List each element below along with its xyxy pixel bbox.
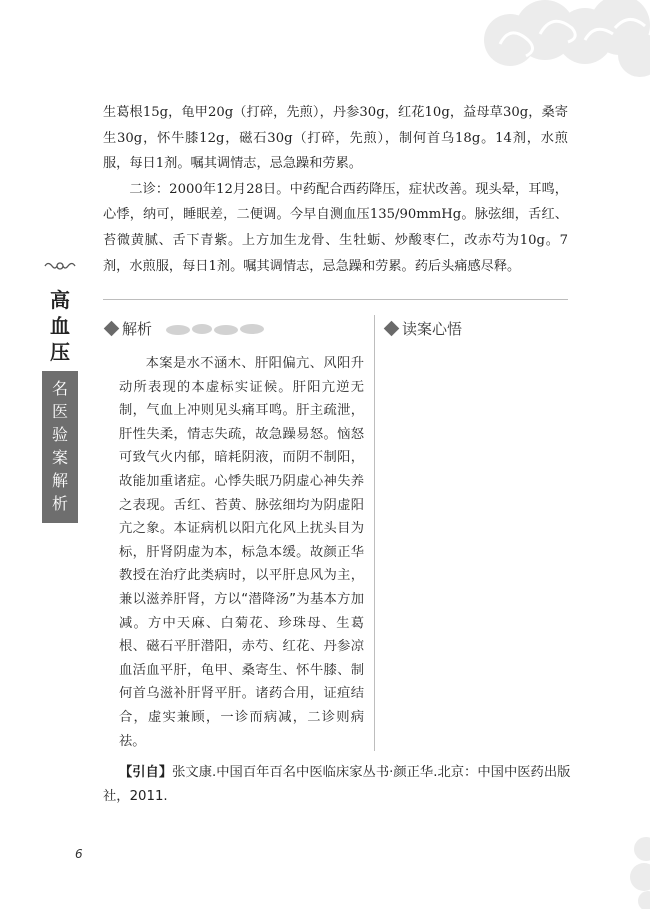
sidebar-subtitle	[42, 371, 78, 523]
citation-text: 张文康.中国百年百名中医临床家丛书·颜正华.北京：中国中医药出版社，2011.	[103, 765, 571, 804]
cloud-decoration-icon	[164, 321, 274, 337]
analysis-body	[119, 352, 364, 753]
decorative-corner-ornament	[622, 819, 650, 909]
reading-notes-heading	[384, 318, 462, 339]
citation	[103, 761, 573, 809]
ornament-icon	[42, 259, 78, 273]
diamond-icon	[384, 321, 400, 337]
analysis-paragraph: 本案是水不涵木、肝阳偏亢、风阳升动所表现的本虚标实证候。肝阳亢逆无制，气血上冲则见头痛耳鸣。肝主疏泄，肝性失柔，情志失疏，故急躁易怒。恼怒可致气火内郁，暗耗阴液，而阴不制阳，故能加重诸症。心悸失眠乃阴虚心神失养之表现。舌红、苔黄、脉弦细均为阴虚阳亢之象。本证病机以阳亢化风上扰头目为标，肝肾阴虚为本，标急本缓。故颜正华教授在治疗此类病时，以平肝息风为主，兼以滋养肝肾，方以“潜降汤”为基本方加减。方中天麻、白菊花、珍珠母、生葛根、磁石平肝潜阳，赤芍、红花、丹参凉血活血平肝，龟甲、桑寄生、怀牛膝、制何首乌滋补肝肾平肝。诸药合用，证疽结合，虚实兼顾，一诊而病减，二诊则病祛。	[119, 356, 364, 749]
top-text-block	[103, 100, 568, 279]
paragraph-second-visit: 二诊：2000年12月28日。中药配合西药降压，症状改善。现头晕，耳鸣，心悸，纳可，睡眠差，二便调。今早自测血压135/90mmHg。脉弦细，舌红、苔微黄腻、舌下青紫。上方加生龙骨、生牡蛎、炒酸枣仁，改赤芍为10g。7剂，水煎服，每日1剂。嘱其调情志，忌急躁和劳累。药后头痛感尽释。	[103, 181, 568, 274]
analysis-heading	[104, 318, 274, 339]
paragraph-formula: 生葛根15g，龟甲20g（打碎，先煎），丹参30g，红花10g，益母草30g，桑寄生30g，怀牛膝12g，磁石30g（打碎，先煎），制何首乌18g。14剂，水煎服，每日1剂。嘱其调情志，忌急躁和劳累。	[103, 105, 568, 172]
sidebar-title-text: 高血压	[50, 288, 70, 364]
page-number: 6	[75, 847, 83, 861]
divider-line	[103, 299, 568, 300]
column-divider	[374, 315, 375, 751]
sidebar-subtitle-text: 名医验案解析	[51, 379, 68, 513]
citation-label: 【引自】	[118, 765, 173, 780]
sidebar-title	[42, 287, 78, 365]
reading-notes-heading-text: 读案心悟	[402, 320, 463, 338]
diamond-icon	[104, 321, 120, 337]
decorative-cloud-ornament	[440, 0, 650, 85]
analysis-heading-text: 解析	[122, 320, 153, 338]
vertical-sidebar	[42, 258, 78, 523]
